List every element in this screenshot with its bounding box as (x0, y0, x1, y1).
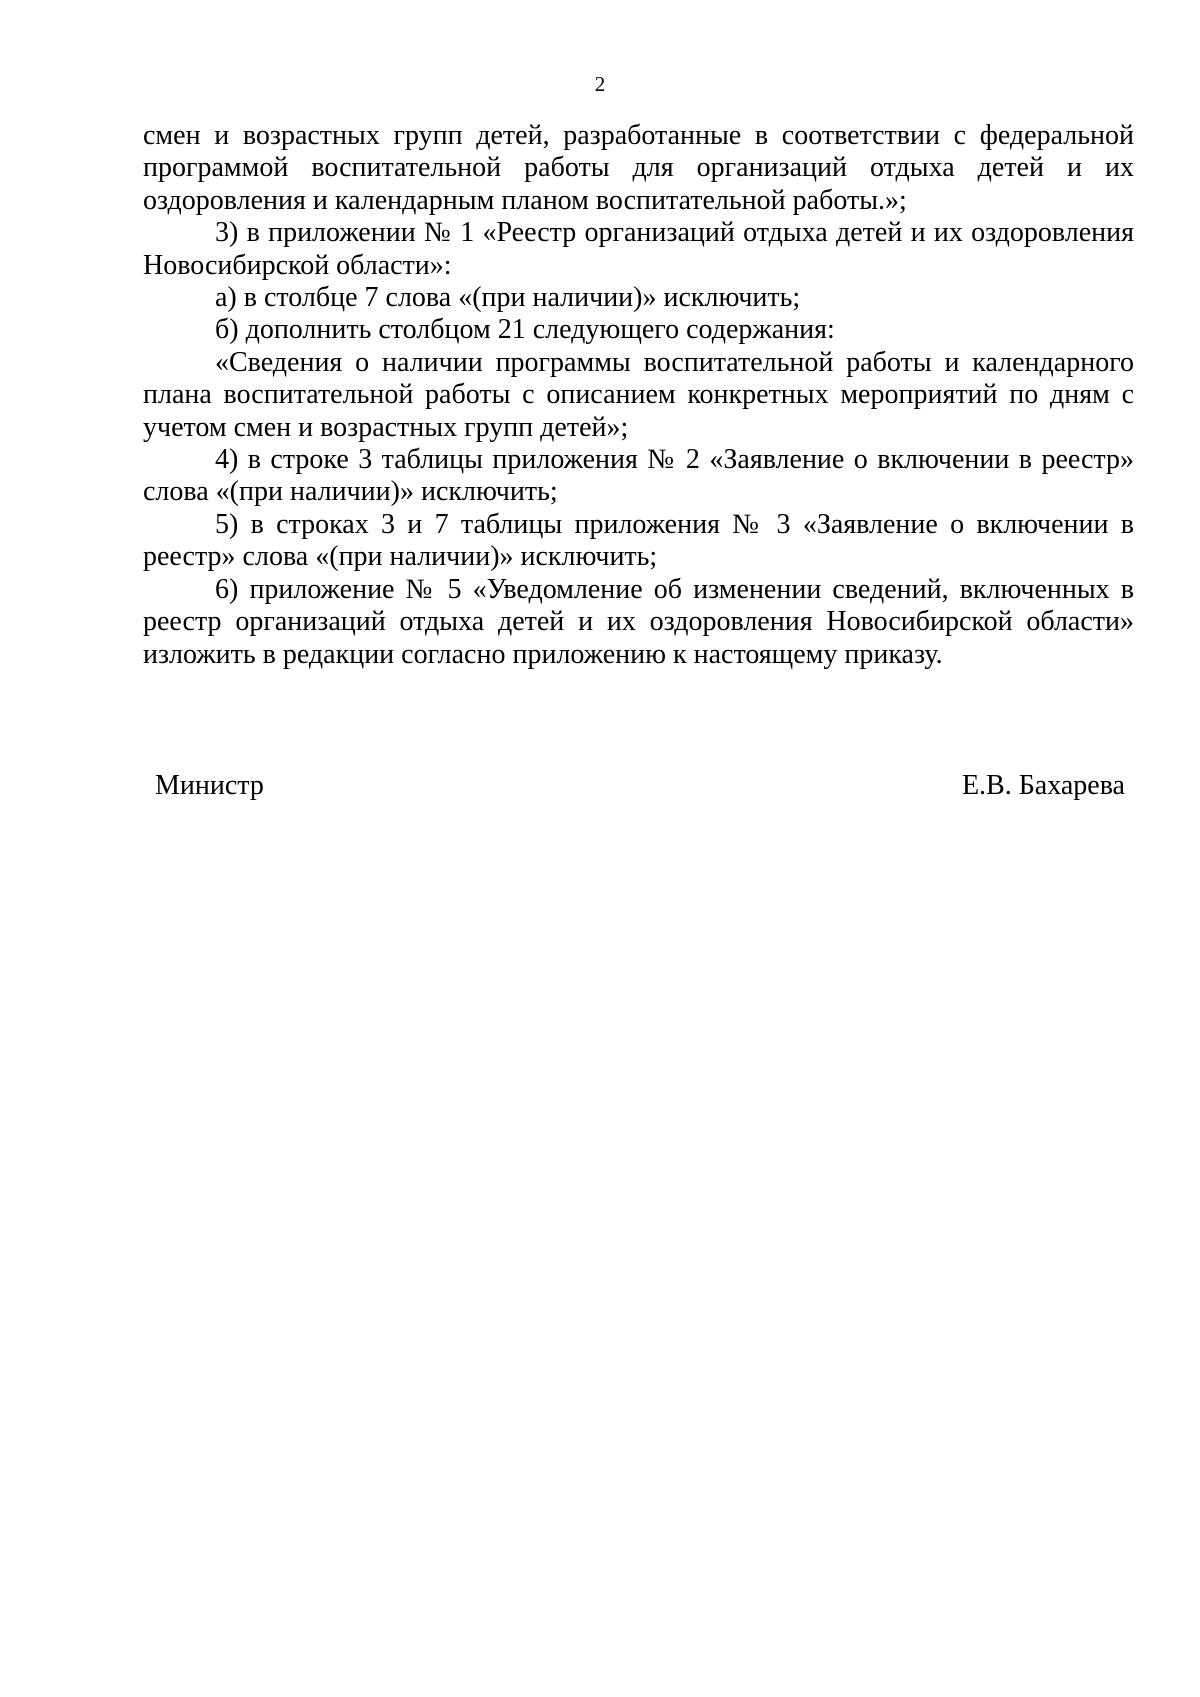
signature-title: Министр (155, 770, 264, 801)
paragraph-item-3b: б) дополнить столбцом 21 следующего содержания: (215, 314, 835, 346)
page-number: 2 (594, 72, 606, 96)
paragraph-item-3: 3) в приложении № 1 «Реестр организаций отдыха детей и их оздоровления Новосибирской области»: (143, 217, 1134, 281)
paragraph-continuation: смен и возрастных групп детей, разработанные в соответствии с федеральной программой воспитательной работы для организаций отдыха детей и их оздоровления и календарным планом воспитательной работы.»; (143, 120, 1134, 216)
paragraph-item-3a: а) в столбце 7 слова «(при наличии)» исключить; (215, 282, 801, 314)
paragraph-item-4: 4) в строке 3 таблицы приложения № 2 «Заявление о включении в реестр» слова «(при наличии)» исключить; (143, 444, 1134, 508)
paragraph-column-21-content: «Сведения о наличии программы воспитательной работы и календарного плана воспитательной работы с описанием конкретных мероприятий по дням с учетом смен и возрастных групп детей»; (143, 346, 1134, 443)
document-body (143, 120, 1134, 671)
paragraph-item-5: 5) в строках 3 и 7 таблицы приложения № 3 «Заявление о включении в реестр» слова «(при наличии)» исключить; (143, 508, 1134, 573)
paragraph-item-6: 6) приложение № 5 «Уведомление об изменении сведений, включенных в реестр организаций отдыха детей и их оздоровления Новосибирской области» изложить в редакции согласно приложению к настоящему приказу. (143, 573, 1134, 670)
signature-name: Е.В. Бахарева (961, 770, 1125, 801)
